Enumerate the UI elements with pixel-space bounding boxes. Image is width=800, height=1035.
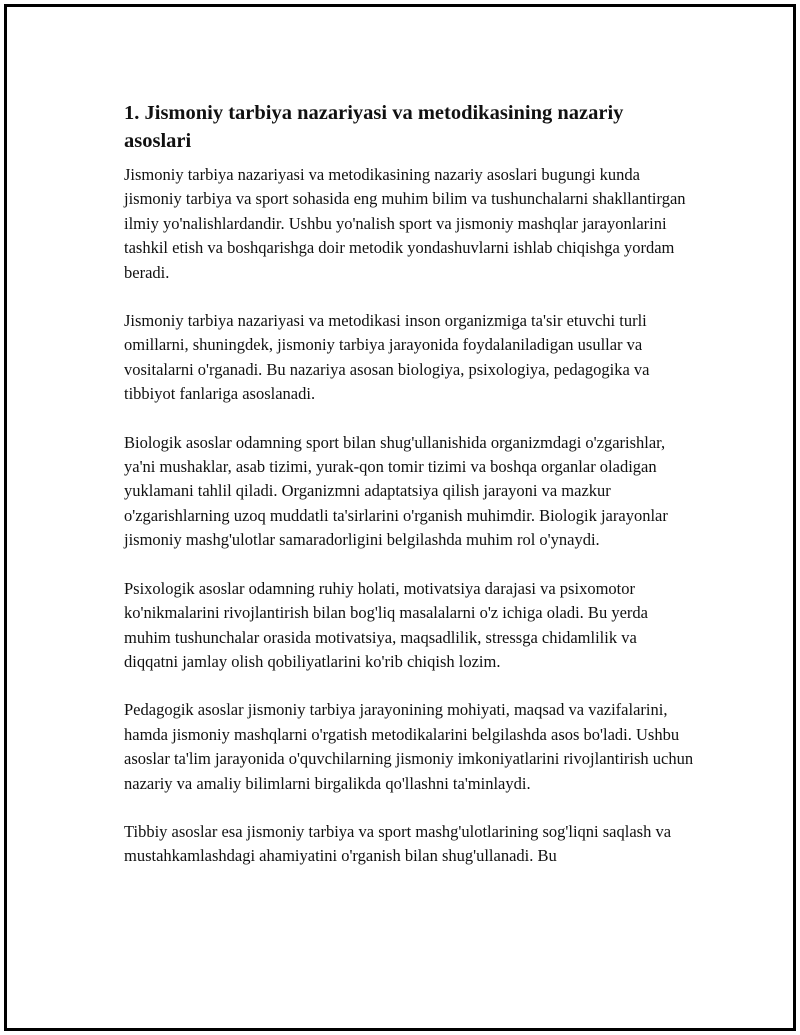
paragraph-overview: Jismoniy tarbiya nazariyasi va metodikasi inson organizmiga ta'sir etuvchi turli omillarni, shuningdek, jismoniy tarbiya jarayonida foydalaniladigan usullar va vositalarni o'rganadi. Bu nazariya asosan biologiya, psixologiya, pedagogika va tibbiyot fanlariga asoslanadi. (124, 311, 650, 404)
paragraph-biological: Biologik asoslar odamning sport bilan shug'ullanishida organizmdagi o'zgarishlar, ya'ni mushaklar, asab tizimi, yurak-qon tomir tizimi va boshqa organlar oladigan yuklamani tahlil qiladi. Organizmni adaptatsiya qilish jarayoni va mazkur o'zgarishlarning uzoq muddatli ta'sirlarini o'rganish muhimdir. Biologik jarayonlar jismoniy mashg'ulotlar samaradorligini belgilashda muhim rol o'ynaydi. (124, 432, 668, 550)
paragraph-medical: Tibbiy asoslar esa jismoniy tarbiya va sport mashg'ulotlarining sog'liqni saqlash va mustahkamlashdagi ahamiyatini o'rganish bilan shug'ullanadi. Bu (124, 821, 672, 866)
document-body (124, 99, 694, 869)
paragraph-intro: Jismoniy tarbiya nazariyasi va metodikasining nazariy asoslari bugungi kunda jismoniy tarbiya va sport sohasida eng muhim bilim va tushunchalarni shakllantirgan ilmiy yo'nalishlardandir. Ushbu yo'nalish sport va jismoniy mashqlar jarayonlarini tashkil etish va boshqarishga doir metodik yondashuvlarni ishlab chiqishga yordam beradi. (124, 165, 686, 282)
page-frame (4, 4, 796, 1031)
paragraph-psychological: Psixologik asoslar odamning ruhiy holati, motivatsiya darajasi va psixomotor ko'nikmalarini rivojlantirish bilan bog'liq masalalarni o'z ichiga oladi. Bu yerda muhim tushunchalar orasida motivatsiya, maqsadlilik, stressga chidamlilik va diqqatni jamlay olish qobiliyatlarini ko'rib chiqish lozim. (124, 578, 648, 671)
section-heading: 1. Jismoniy tarbiya nazariyasi va metodikasining nazariy asoslari (124, 102, 624, 152)
paragraph-pedagogical: Pedagogik asoslar jismoniy tarbiya jarayonining mohiyati, maqsad va vazifalarini, hamda jismoniy mashqlarni o'rgatish metodikalarini belgilashda asos bo'ladi. Ushbu asoslar ta'lim jarayonida o'quvchilarning jismoniy imkoniyatlarini rivojlantirish uchun nazariy va amaliy bilimlarni birgalikda qo'llashni ta'minlaydi. (124, 700, 694, 793)
